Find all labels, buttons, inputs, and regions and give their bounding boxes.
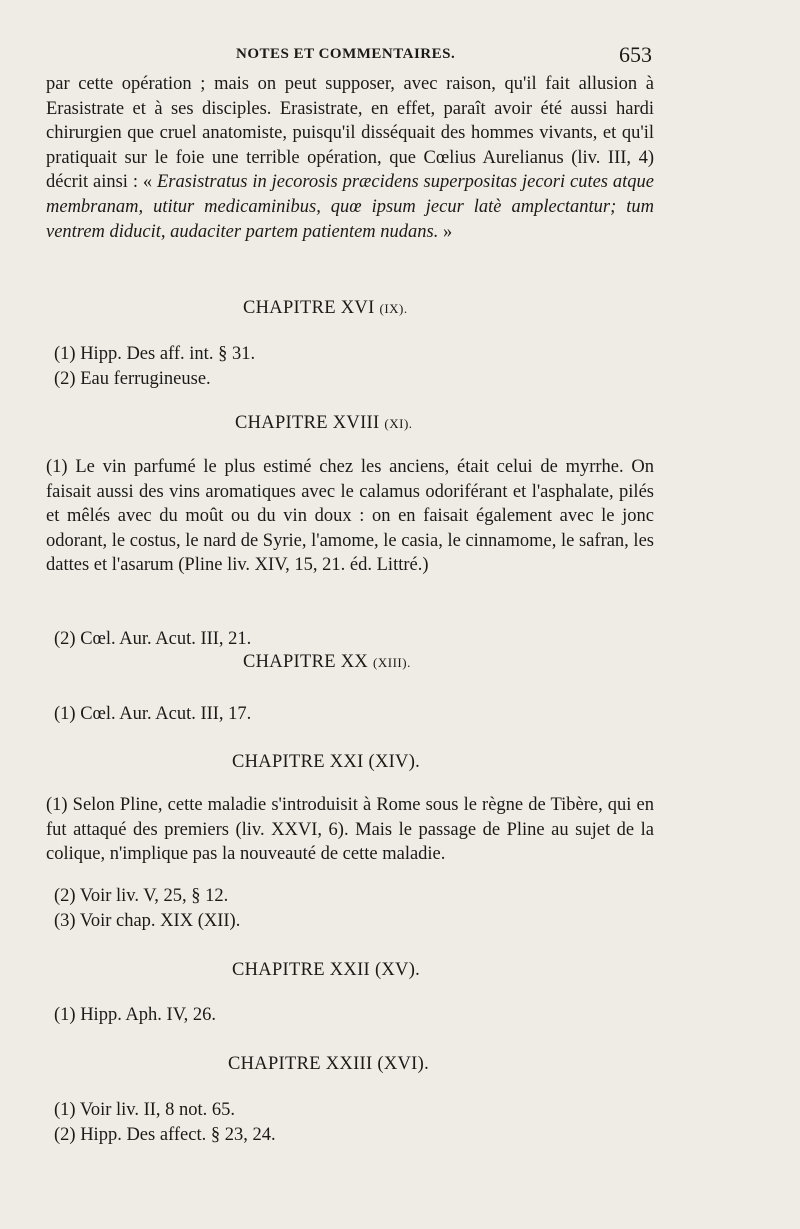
intro-latin-quote: Erasistratus in jecorosis præcidens superpositas jecori cutes atque membranam, utitur medicaminibus, quœ ipsum jecur latè amplectantur; tum ventrem diducit, audaciter partem patientem nudans. xyxy=(46,172,654,242)
note-paragraph: (1) Le vin parfumé le plus estimé chez les anciens, était celui de myrrhe. On faisait aussi des vins aromatiques avec le calamus odoriférant et l'asphalate, pilés et mêlés avec du moût ou du vin doux : on en faisait également avec le jonc odorant, le costus, le nard de Syrie, l'amome, le casia, le cinnamome, le safran, les dattes et l'asarum (Pline liv. XIV, 15, 21. éd. Littré.) xyxy=(46,457,654,576)
note: (2) Voir liv. V, 25, § 12. xyxy=(54,886,229,906)
note: (2) Eau ferrugineuse. xyxy=(54,369,211,389)
chapter-heading-xxi xyxy=(232,752,800,773)
chapter-title: CHAPITRE XXII (XV). xyxy=(232,960,421,980)
chapter-numeral: (XI). xyxy=(384,416,413,431)
chapter-heading-xx xyxy=(243,652,800,673)
chapter-title: CHAPITRE XXIII (XVI). xyxy=(228,1054,430,1074)
note: (2) Cœl. Aur. Acut. III, 21. xyxy=(54,629,252,649)
chapter-numeral: (XIII). xyxy=(373,655,411,670)
intro-quote-close: » xyxy=(438,221,453,242)
chapter-heading-xxii xyxy=(232,960,800,981)
note-paragraph: (1) Selon Pline, cette maladie s'introduisit à Rome sous le règne de Tibère, qui en fut attaqué des premiers (liv. XXVI, 6). Mais le passage de Pline au sujet de la colique, n'implique pas la nouveauté de cette maladie. xyxy=(46,795,654,865)
chapter-title: CHAPITRE XX xyxy=(243,652,369,672)
running-head xyxy=(0,40,800,70)
chapter-heading-xxiii xyxy=(228,1054,800,1075)
note: (1) Hipp. Des aff. int. § 31. xyxy=(54,344,256,364)
intro-paragraph xyxy=(46,72,654,244)
running-title: NOTES ET COMMENTAIRES. xyxy=(236,46,456,62)
chapter-numeral: (IX). xyxy=(379,301,408,316)
note: (2) Hipp. Des affect. § 23, 24. xyxy=(54,1125,276,1145)
chapter-heading-xviii xyxy=(235,413,800,434)
note: (3) Voir chap. XIX (XII). xyxy=(54,911,241,931)
note: (1) Cœl. Aur. Acut. III, 17. xyxy=(54,704,252,724)
chapter-title: CHAPITRE XXI (XIV). xyxy=(232,752,421,772)
chapter-title: CHAPITRE XVIII xyxy=(235,413,380,433)
page-number: 653 xyxy=(619,42,652,67)
chapter-heading-xvi xyxy=(243,298,800,319)
note: (1) Voir liv. II, 8 not. 65. xyxy=(54,1100,236,1120)
chapter-title: CHAPITRE XVI xyxy=(243,298,375,318)
intro-text: par cette opération ; mais on peut supposer, avec raison, qu'il fait allusion à Erasistrate et à ses disciples. Erasistrate, en effet, paraît avoir été aussi hardi chirurgien que cruel anatomiste, puisqu'il disséquait des hommes vivants, et qu'il pratiquait sur le foie une terrible opération, que Cœlius Aurelianus (liv. III, 4) décrit ainsi : « xyxy=(46,74,654,193)
note: (1) Hipp. Aph. IV, 26. xyxy=(54,1005,217,1025)
